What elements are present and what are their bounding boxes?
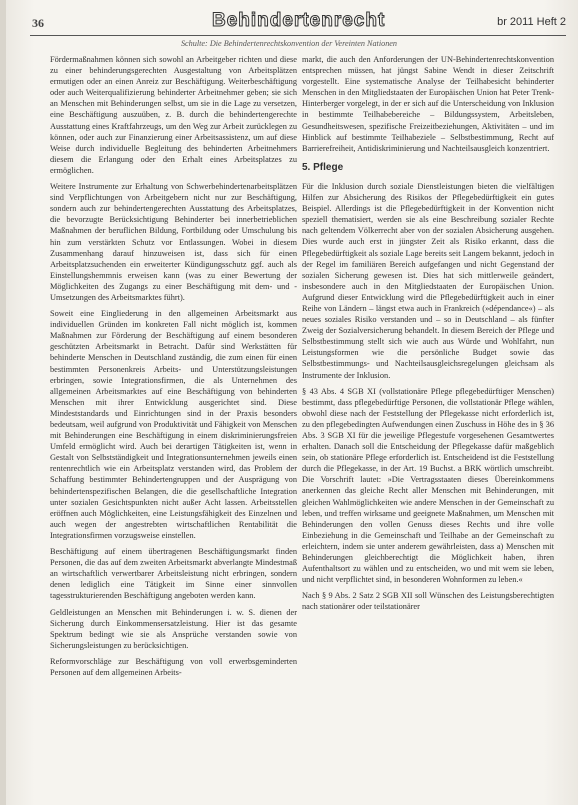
paragraph: Fördermaßnahmen können sich sowohl an Arbeitgeber richten und diese zu einer behinderungsgerechten Ausgestaltung von Arbeitsplätzen ermutigen oder an einen Anreiz zur Beschäftigung. Weiterbeschäftigung oder auch Weiterqualifizierung behinderter Arbeitnehmer geben; sie sich an Menschen mit Behinderungen selbst, um sie in die Lage zu versetzen, eine Beschäftigung auszuüben, z. B. durch die behindertengerechte Ausstattung eines Kraftfahrzeugs, um den Weg zur Arbeit zurücklegen zu können, oder auch zur Finanzierung einer Arbeitsassistenz, um auf diese Weise durch individuelle Begleitung des behinderten Arbeitnehmers diesem die Erlangung oder den Erhalt eines Arbeitsplatzes zu ermöglichen.	[50, 55, 297, 175]
paragraph: § 43 Abs. 4 SGB XI (vollstationäre Pflege pflegebedürftiger Menschen) bestimmt, dass pflegebedürftige Personen, die vollstationär Pflege wählen, obwohl diese nach der Feststellung der Pflegekasse nicht erforderlich ist, zu den pflegebedingten Aufwendungen einen Zuschuss in Höhe des in § 36 Abs. 3 SGB XI für die jeweilige Pflegestufe vorgesehenen Gesamtwertes erhalten. Danach soll die Entscheidung der Pflegekasse dafür maßgeblich sein, ob stationäre Pflege erforderlich ist. Entscheidend ist die Feststellung durch die Pflegekasse, in der Art. 19 Buchst. a BRK wörtlich umschreibt. Die Vorschrift lautet: »Die Vertragsstaaten dieses Übereinkommens anerkennen das gleiche Recht aller Menschen mit Behinderungen, mit gleichen Wahlmöglichkeiten wie andere Menschen in der Gemeinschaft zu leben, und treffen wirksame und geeignete Maßnahmen, um Menschen mit Behinderungen den vollen Genuss dieses Rechts und ihre volle Einbeziehung in die Gemeinschaft und Teilhabe an der Gemeinschaft zu erleichtern, indem sie unter anderem gewährleisten, dass a) Menschen mit Behinderungen gleichberechtigt die Möglichkeit haben, ihren Aufenthaltsort zu wählen und zu entscheiden, wo und mit wem sie leben, und nicht verpflichtet sind, in besonderen Wohnformen zu leben.«	[302, 386, 554, 585]
page-number: 36	[32, 16, 44, 30]
left-column	[50, 54, 297, 683]
paragraph: Für die Inklusion durch soziale Dienstleistungen bieten die vielfältigen Hilfen zur Absicherung des Risikos der Pflegebedürftigkeit ein gutes Beispiel. Allerdings ist die Pflegebedürftigkeit in der Konvention nicht speziell thematisiert, werden sie als eine Beschreibung sozialer Rechte nach geltendem Völkerrecht aber von der sozialen Absicherung ausgehen. Dies wurde auch erst in jüngster Zeit als Risiko erkannt, dass die Pflegebedürftigkeit als soziale Lage bereits seit Langem bekannt, jedoch in der Regel im familiären Bereich aufgefangen und nicht Gegenstand der sozialen Sicherung gewesen ist. Dies hat sich mittlerweile geändert, insbesondere auch in den Mitgliedstaaten der Europäischen Union. Aufgrund dieser Entwicklung wird die Pflegebedürftigkeit auch in einer Reihe von Ländern – längst etwa auch in Frankreich (»dépendance«) – als neues soziales Risiko verstanden und – so in Deutschland – als fünfter Zweig der Sozialversicherung behandelt. In diesem Bereich der Pflege und Selbstbestimmung stellt sich wie auch aus Würde und Wohlfahrt, nun Leistungsformen wie die persönliche Budget sowie das Selbstbestimmungs- und Nachteilsausgleichsregelungen gleichsam als Instrumente der Inklusion.	[302, 181, 554, 380]
paragraph: markt, die auch den Anforderungen der UN-Behindertenrechtskonvention entsprechen müssen, hat jüngst Sabine Wendt in dieser Zeitschrift vorgestellt. Eine systematische Analyse der Teilhabesicht behinderter Menschen in den Mitgliedstaaten der Europäischen Union hat Peter Trenk-Hinterberger vorgelegt, in der er sich auf die Unterscheidung von Inklusion in bestimmte Teilhabebereiche – Bildungssystem, Arbeitsleben, Gesundheitswesen, spezifische Freizeitbeziehungen, Aktivitäten – und im Hinblick auf bestimmte Teilhabeziele – Selbstbestimmung, Recht auf Barrierefreiheit, Antidiskriminierung und Nachteilsausgleich konzentriert.	[302, 55, 554, 153]
paragraph: Nach § 9 Abs. 2 Satz 2 SGB XII soll Wünschen des Leistungsberechtigten nach stationärer oder teilstationärer	[302, 591, 554, 612]
paragraph: Geldleistungen an Menschen mit Behinderungen i. w. S. dienen der Sicherung durch Einkommensersatzleistung. Hier ist das gesamte Spektrum bedingt wie sie als Ansprüche verstanden sowie von Sicherungsleistungen zu berücksichtigen.	[50, 607, 297, 650]
page-header	[30, 8, 566, 42]
paragraph: Reformvorschläge zur Beschäftigung von voll erwerbsgeminderten Personen auf dem allgemeinen Arbeits-	[50, 656, 297, 677]
section-heading: 5. Pflege	[302, 161, 344, 173]
header-rule	[30, 35, 566, 36]
paragraph: Weitere Instrumente zur Erhaltung von Schwerbehindertenarbeitsplätzen sind Verpflichtungen von Arbeitgebern nicht nur zur Beschäftigung, sondern auch zur behindertengerechten Ausstattung des Arbeitsplatzes, die bevorzugte Berücksichtigung Behinderter bei innerbetrieblichen Maßnahmen der beruflichen Bildung, Fortbildung oder Umschulung bis hin zum verstärkten Schutz vor Entlassungen. Wobei in diesem Zusammenhang darauf hinzuweisen ist, dass sich für einen Arbeitsplatzsuchenden ein erweiterter Kündigungsschutz ggf. auch als Einstellungshemmnis erweisen kann (was zu einer Bewertung der Möglichkeiten des Zugangs zu einer Beschäftigung mit dem- und -Umsetzungen des Arbeitsmarktes führt).	[50, 182, 297, 302]
issue-label: br 2011 Heft 2	[497, 16, 566, 28]
journal-title: Behindertenrecht	[212, 10, 386, 31]
paragraph: Beschäftigung auf einem übertragenen Beschäftigungsmarkt finden Personen, die das auf dem zweiten Arbeitsmarkt abverlangte Mindestmaß an wirtschaftlich verwertbarer Arbeitsleistung nicht erbringen, sondern denen lediglich eine Tätigkeit im Sinne einer sinnvollen tagesstrukturierenden Beschäftigung angeboten werden kann.	[50, 547, 297, 601]
running-title: Schulte: Die Behindertenrechtskonvention der Vereinten Nationen	[180, 39, 398, 48]
right-column	[302, 54, 554, 618]
paragraph: Soweit eine Eingliederung in den allgemeinen Arbeitsmarkt aus individuellen Gründen im konkreten Fall nicht möglich ist, kommen Maßnahmen zur Förderung der Beschäftigung auf einem besonderen geschützten Arbeitsmarkt in Betracht. Dafür sind Werkstätten für behinderte Menschen in Deutschland zuständig, die zum einen für einen bestimmten Personenkreis Arbeits- und Unterstützungsleistungen erbringen, sowie Integrationsfirmen, die als Unternehmen des allgemeinen Arbeitsmarktes auf eine Beschäftigung von behinderten Menschen mit ihrer Entwicklung ausgerichtet sind. Diese Mindeststandards und Einrichtungen sind in der Praxis besonders bedeutsam, weil aufgrund von Produktivität und Fähigkeit von Menschen mit Behinderungen eine Beschäftigung in einem diskriminierungsfreien Umfeld ermöglicht wird. Auch bei derartigen Tätigkeiten ist, wenn in Gestalt von Selbstständigkeit und Integrationsunternehmen jeweils einen rentenrechtlich wie ein Arbeitsplatz verstanden wird, das Problem der Schaffung bestimmter Behindertengruppen und der Ausprägung von behindertenspezifischen Belangen, die die gesellschaftliche Integration unter sozialen Gesichtspunkten nicht außer Acht lassen. Arbeitsstellen eröffnen auch Möglichkeiten, eine Leistungsfähigkeit des Einzelnen und auch wegen der angestrebten wirtschaftlichen Rentabilität die Integrationsfirmen vorzugsweise einstellen.	[50, 309, 297, 540]
page-gutter	[0, 0, 6, 805]
